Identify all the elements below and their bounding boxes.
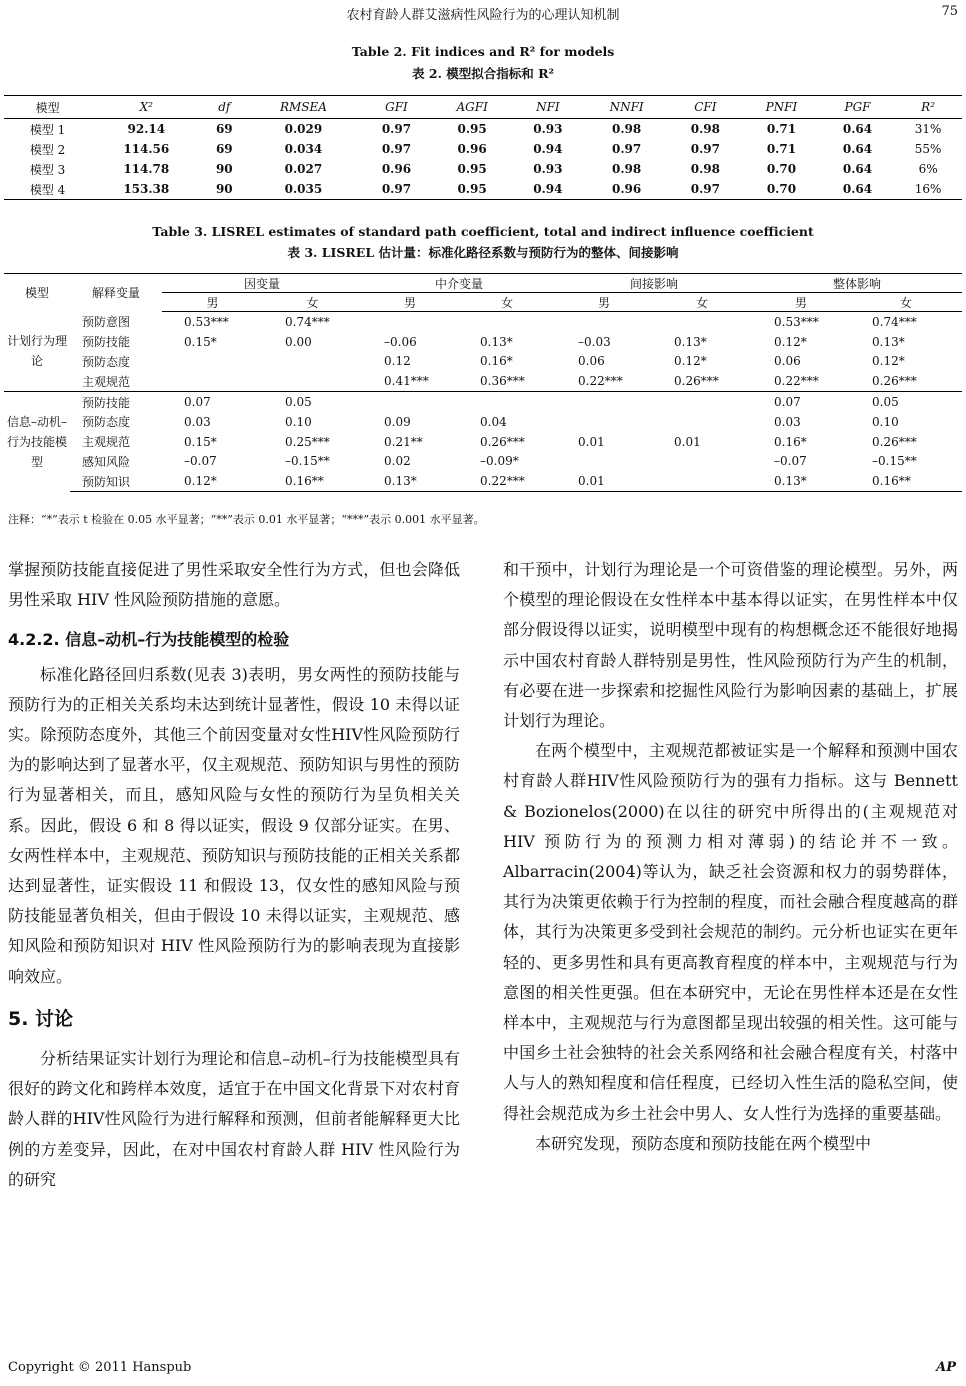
table2-cell: 0.027 (284, 162, 323, 176)
table3-cell: 0.04 (480, 414, 507, 429)
table3-cell: 0.74*** (872, 314, 917, 329)
table3-female-header: 女 (850, 293, 962, 312)
table3-cell: 0.13* (674, 334, 707, 349)
table2-cell: 0.70 (742, 179, 821, 200)
copyright: Copyright © 2011 Hanspub (8, 1360, 192, 1375)
table2-row (4, 119, 962, 140)
table2-header-cell: PNFI (742, 96, 821, 119)
paragraph: 掌握预防技能直接促进了男性采取安全性行为方式，但也会降低男性采取 HIV 性风险预防措施的意愿。 (8, 560, 460, 610)
section-heading: 5. 讨论 (8, 1007, 74, 1030)
table3-cell (652, 452, 752, 472)
table3-cell: 0.12* (774, 334, 807, 349)
table3-lisrel-estimates (4, 273, 962, 492)
table2-cell: 模型 4 (4, 179, 91, 200)
table3-variable: 预防态度 (82, 354, 131, 369)
table3-model-name: 信息–动机–行为技能模型 (4, 392, 70, 492)
table2-cell: 114.78 (123, 162, 170, 176)
table2-cell: 0.94 (511, 179, 584, 200)
table3-female-header: 女 (458, 293, 556, 312)
table3-variable: 预防意图 (82, 315, 131, 330)
table2-cell: 0.70 (766, 162, 797, 176)
table3-cell: 0.07 (162, 392, 263, 412)
table3-cell: 0.03 (774, 414, 801, 429)
table3-cell: 0.01 (674, 434, 701, 449)
table3-cell: –0.07 (774, 454, 807, 469)
table3-caption-en: Table 3. LISREL estimates of standard path coefficient, total and indirect influence coefficient (152, 224, 814, 239)
table2-caption-cn: 表 2. 模型拟合指标和 R² (412, 66, 554, 81)
table3-cell: 0.10 (872, 414, 899, 429)
table2-cell: 0.97 (612, 142, 642, 156)
table3-cell (652, 471, 752, 491)
table2-cell: 0.035 (247, 179, 360, 200)
table3-cell: 0.36*** (480, 374, 525, 389)
right-column (503, 555, 958, 1159)
table2-header-cell: 模型 (4, 96, 91, 119)
table3-header-row-groups (4, 274, 962, 293)
table2-header-cell: X² (91, 96, 201, 119)
table3-variable: 主观规范 (82, 435, 131, 450)
table3-row (4, 392, 962, 412)
table2-cell: 0.64 (842, 142, 873, 156)
table3-group-total: 整体影响 (752, 274, 962, 293)
table3-cell: 0.13* (362, 471, 458, 491)
table3-cell: 0.03 (184, 414, 211, 429)
table3-cell: 0.25*** (285, 434, 330, 449)
table2-cell: 6% (918, 162, 938, 176)
table2-caption-en: Table 2. Fit indices and R² for models (351, 44, 615, 59)
table3-cell: 0.13* (872, 334, 905, 349)
table2-cell: 模型 2 (29, 142, 66, 157)
table2-cell: 0.97 (690, 142, 720, 156)
table3-row (4, 371, 962, 391)
table3-cell: 0.41*** (384, 374, 429, 389)
table3-cell: 0.15* (184, 334, 217, 349)
table2-cell: 0.64 (842, 162, 873, 176)
table3-variable: 主观规范 (82, 374, 131, 389)
table2-cell: 模型 3 (29, 162, 66, 177)
table3-cell: –0.09* (480, 454, 519, 469)
table2-row (4, 179, 962, 200)
table3-cell: 0.16* (774, 434, 807, 449)
page-number: 75 (941, 4, 958, 19)
table3-cell: 0.01 (556, 471, 652, 491)
table2-cell: 16% (894, 179, 962, 200)
table3-variable: 预防态度 (82, 415, 131, 430)
table2-header-cell: R² (894, 96, 962, 119)
table2-row (4, 139, 962, 159)
table3-col-variable: 解释变量 (70, 274, 162, 312)
table3-row (4, 471, 962, 491)
table3-cell (458, 392, 556, 412)
paragraph: 分析结果证实计划行为理论和信息–动机–行为技能模型具有很好的跨文化和跨样本效度，适宜于在中国文化背景下对农村育龄人群的HIV性风险行为进行解释和预测，但前者能解释更大比例的方差变异，因此，在对中国农村育龄人群 HIV 性风险行为的研究 (8, 1049, 460, 1189)
table3-cell (162, 352, 263, 372)
left-column (8, 555, 460, 1195)
table3-cell: 0.22*** (578, 374, 623, 389)
table2-cell: 0.034 (284, 142, 323, 156)
table3-row (4, 412, 962, 432)
table3-cell: 0.09 (384, 414, 411, 429)
table3-cell: 0.05 (850, 392, 962, 412)
table3-cell: 0.26*** (674, 374, 719, 389)
table2-cell: 0.95 (433, 179, 511, 200)
table2-cell: 90 (215, 162, 233, 176)
table3-cell: 0.26*** (480, 434, 525, 449)
table3-cell (458, 312, 556, 332)
table3-cell: 0.16* (480, 354, 513, 369)
table2-cell: 0.98 (612, 122, 642, 136)
table2-cell: 0.96 (585, 179, 669, 200)
table3-male-header: 男 (362, 293, 458, 312)
table2-header-cell: CFI (669, 96, 742, 119)
table3-cell (556, 392, 652, 412)
paragraph: 和干预中，计划行为理论是一个可资借鉴的理论模型。另外，两个模型的理论假设在女性样本中基本得以证实，在男性样本中仅部分假设得以证实，说明模型中现有的构想概念还不能很好地揭示中国农村育龄人群特别是男性，性风险预防行为产生的机制，有必要在进一步探索和挖掘性风险行为影响因素的基础上，扩展计划行为理论。 (503, 560, 958, 731)
paragraph: 本研究发现，预防态度和预防技能在两个模型中 (535, 1133, 872, 1153)
table3-cell: 0.16** (263, 471, 362, 491)
table2-cell: 0.94 (533, 142, 563, 156)
table3-female-header: 女 (263, 293, 362, 312)
table2-cell: 0.71 (766, 122, 797, 136)
subsection-heading: 4.2.2. 信息–动机–行为技能模型的检验 (8, 630, 290, 650)
table2-header-row (4, 96, 962, 119)
table2-header-cell: NFI (511, 96, 584, 119)
running-title: 农村育龄人群艾滋病性风险行为的心理认知机制 (346, 8, 620, 23)
table2-cell: 0.95 (457, 122, 487, 136)
table3-row (4, 332, 962, 352)
table3-caption-cn: 表 3. LISREL 估计量：标准化路径系数与预防行为的整体、间接影响 (287, 245, 679, 260)
table3-cell: 0.10 (285, 414, 312, 429)
table3-cell: 0.12 (384, 354, 411, 369)
table2-cell: 0.71 (766, 142, 797, 156)
table2-cell: 69 (215, 122, 233, 136)
table2-header-cell: GFI (360, 96, 433, 119)
table2-cell: 0.96 (457, 142, 487, 156)
table3-cell: 0.12* (674, 354, 707, 369)
table3-variable: 感知风险 (82, 454, 131, 469)
table2-cell: 0.96 (381, 162, 412, 176)
table2-cell: 0.98 (690, 122, 720, 136)
table3-cell: 0.13* (752, 471, 850, 491)
table2-cell: 153.38 (91, 179, 201, 200)
table2-header-cell: AGFI (433, 96, 511, 119)
table2-cell: 模型 1 (29, 122, 66, 137)
table2-cell: 0.98 (612, 162, 642, 176)
table3-cell: 0.26*** (872, 434, 917, 449)
table2-cell: 92.14 (127, 122, 166, 136)
table3-variable: 预防技能 (70, 392, 162, 412)
table3-cell: 0.00 (285, 334, 312, 349)
table3-cell (263, 371, 362, 391)
table2-cell: 0.95 (457, 162, 487, 176)
table2-cell: 55% (914, 142, 942, 156)
table3-variable: 预防技能 (82, 335, 131, 350)
table3-model-name: 计划行为理论 (6, 334, 67, 369)
table2-cell: 0.97 (669, 179, 742, 200)
table3-cell: 0.53*** (184, 314, 229, 329)
table3-cell: 0.15* (184, 434, 217, 449)
table2-cell: 0.97 (381, 122, 412, 136)
table2-cell: 0.97 (360, 179, 433, 200)
table3-cell: 0.16** (850, 471, 962, 491)
table3-cell (162, 371, 263, 391)
table2-cell: 0.64 (821, 179, 894, 200)
table2-cell: 0.97 (381, 142, 412, 156)
table3-cell: 0.06 (774, 354, 801, 369)
table3-row (4, 312, 962, 332)
table2-header-cell: df (201, 96, 247, 119)
paragraph: 在两个模型中，主观规范都被证实是一个解释和预测中国农村育龄人群HIV性风险预防行为的强有力指标。这与 Bennett & Bozionelos(2000)在以往的研究中所得出的(主观规范对 HIV 预防行为的预测力相对薄弱)的结论并不一致。Albarracin(2004)等认为，缺乏社会资源和权力的弱势群体，其行为决策更依赖于行为控制的程度，而社会融合程度越高的群体，其行为决策更多受到社会规范的制约。元分析也证实在更年轻的、更多男性和具有更高教育程度的样本中，主观规范与行为意图的相关性更强。但在本研究中，无论在男性样本还是在女性样本中，主观规范与行为意图都呈现出较强的相关性。这可能与中国乡土社会独特的社会关系网络和社会融合程度有关，村落中人与人的熟知程度和信任程度，已经切入性生活的隐私空间，使得社会规范成为乡土社会中男人、女人性行为选择的重要基础。 (503, 741, 958, 1123)
table3-cell: 0.53*** (774, 314, 819, 329)
table2-cell: 0.93 (533, 122, 563, 136)
table3-cell (556, 312, 652, 332)
table3-cell (652, 312, 752, 332)
table3-cell: 0.26*** (872, 374, 917, 389)
table2-cell: 114.56 (123, 142, 170, 156)
table2-cell: 0.93 (533, 162, 563, 176)
table3-male-header: 男 (752, 293, 850, 312)
table3-cell (556, 412, 652, 432)
table2-header-cell: RMSEA (247, 96, 360, 119)
table3-cell (263, 352, 362, 372)
table3-cell: 0.02 (384, 454, 411, 469)
table3-group-dependent: 因变量 (162, 274, 362, 293)
table3-male-header: 男 (556, 293, 652, 312)
table2-cell: 0.98 (690, 162, 720, 176)
table3-group-mediator: 中介变量 (362, 274, 556, 293)
table3-cell: –0.03 (578, 334, 611, 349)
table3-col-model: 模型 (4, 274, 70, 312)
table2-row (4, 159, 962, 179)
table2-header-cell: NNFI (585, 96, 669, 119)
table3-cell (362, 392, 458, 412)
table3-cell (556, 452, 652, 472)
table3-row (4, 452, 962, 472)
table3-male-header: 男 (162, 293, 263, 312)
table3-female-header: 女 (652, 293, 752, 312)
table3-cell: 0.05 (263, 392, 362, 412)
journal-abbrev: AP (936, 1360, 956, 1375)
table3-cell (362, 312, 458, 332)
table3-variable: 预防知识 (70, 471, 162, 491)
table2-cell: 69 (215, 142, 233, 156)
table3-cell (652, 412, 752, 432)
table2-header-cell: PGF (821, 96, 894, 119)
table3-cell (652, 392, 752, 412)
paragraph: 标准化路径回归系数(见表 3)表明，男女两性的预防技能与预防行为的正相关关系均未达到统计显著性，假设 10 未得以证实。除预防态度外，其他三个前因变量对女性HIV性风险预防行为的影响达到了显著水平，仅主观规范、预防知识与男性的预防行为显著相关，而且，感知风险与女性的预防行为呈负相关关系。因此，假设 6 和 8 得以证实，假设 9 仅部分证实。在男、女两性样本中，主观规范、预防知识与预防技能的正相关关系都达到显著性，证实假设 11 和假设 13，仅女性的感知风险与预防技能显著负相关，但由于假设 10 未得以证实，主观规范、感知风险和预防知识对 HIV 性风险预防行为的影响表现为直接影响效应。 (8, 664, 460, 986)
table3-group-indirect: 间接影响 (556, 274, 752, 293)
table2-cell: 31% (914, 122, 942, 136)
table3-cell: 0.12* (162, 471, 263, 491)
table3-cell: 0.13* (480, 334, 513, 349)
table3-row (4, 352, 962, 372)
table3-cell: 0.74*** (285, 314, 330, 329)
table2-cell: 90 (201, 179, 247, 200)
table3-cell: –0.15** (872, 454, 917, 469)
table3-cell: –0.06 (384, 334, 417, 349)
table3-cell: 0.22*** (458, 471, 556, 491)
table3-note: 注释：“*”表示 t 检验在 0.05 水平显著；“**”表示 0.01 水平显著；“***”表示 0.001 水平显著。 (8, 513, 485, 526)
table3-cell: 0.22*** (774, 374, 819, 389)
table3-cell: 0.01 (578, 434, 605, 449)
running-header (0, 4, 966, 26)
table3-cell: –0.07 (184, 454, 217, 469)
table3-row (4, 432, 962, 452)
table2-fit-indices (4, 95, 962, 200)
table3-cell: 0.06 (578, 354, 605, 369)
table2-cell: 0.64 (842, 122, 873, 136)
table3-cell: –0.15** (285, 454, 330, 469)
table2-cell: 0.029 (284, 122, 323, 136)
table3-cell: 0.21** (384, 434, 423, 449)
table3-cell: 0.07 (752, 392, 850, 412)
table3-cell: 0.12* (872, 354, 905, 369)
